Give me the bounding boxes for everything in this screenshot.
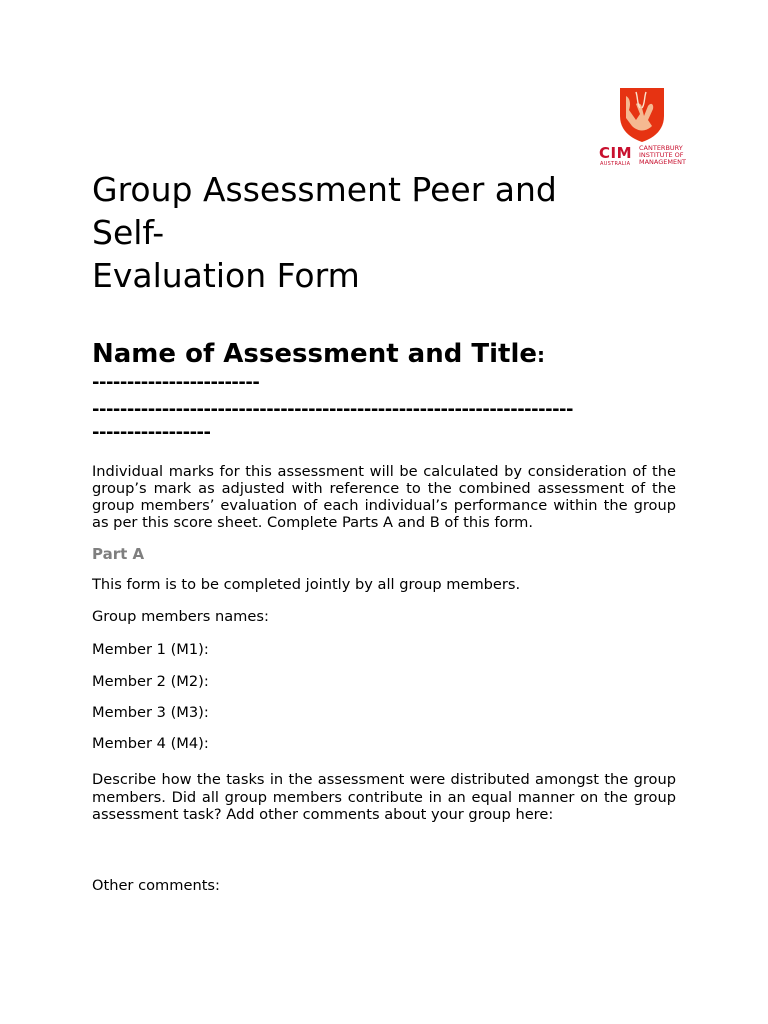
assessment-name-blank-line: --------------------------------------------------------------------- [92, 399, 573, 420]
assessment-name-blank-line: ----------------- [92, 422, 211, 443]
intro-paragraph: Individual marks for this assessment will be calculated by consideration of the group’s mark as adjusted with reference to the combined assessment of the group members’ evaluation of each individual’s performance within the group as per this score sheet. Complete Parts A and B of this form. [92, 463, 676, 531]
member-field-label: Member 1 (M1): [92, 641, 209, 658]
group-members-label: Group members names: [92, 608, 269, 625]
cim-shield-icon [596, 86, 688, 144]
assessment-name-heading [92, 337, 545, 372]
document-title [92, 168, 692, 297]
logo-name-line: INSTITUTE OF [639, 151, 684, 159]
cim-logo [596, 86, 688, 168]
logo-country: AUSTRALIA [600, 161, 631, 167]
task-distribution-prompt: Describe how the tasks in the assessment were distributed amongst the group members. Did all group members contribute in an equal manner on the group assessment task? Add other comments about your group here: [92, 771, 676, 823]
member-field-label: Member 2 (M2): [92, 673, 209, 690]
member-field-label: Member 4 (M4): [92, 735, 209, 752]
member-field-label: Member 3 (M3): [92, 704, 209, 721]
logo-name-line: MANAGEMENT [639, 158, 686, 166]
assessment-name-blank-line: ------------------------ [92, 372, 260, 393]
assessment-name-colon: : [537, 343, 546, 367]
title-line: Evaluation Form [92, 256, 360, 295]
part-a-heading: Part A [92, 545, 145, 563]
part-a-instruction: This form is to be completed jointly by all group members. [92, 576, 521, 593]
logo-abbr: CIM [599, 144, 633, 162]
title-line: Group Assessment Peer and [92, 170, 557, 209]
assessment-name-label: Name of Assessment and Title [92, 339, 538, 369]
title-line: Self- [92, 213, 165, 252]
logo-name-line: CANTERBURY [639, 144, 683, 152]
other-comments-label: Other comments: [92, 877, 220, 894]
logo-institution-name [639, 145, 689, 166]
